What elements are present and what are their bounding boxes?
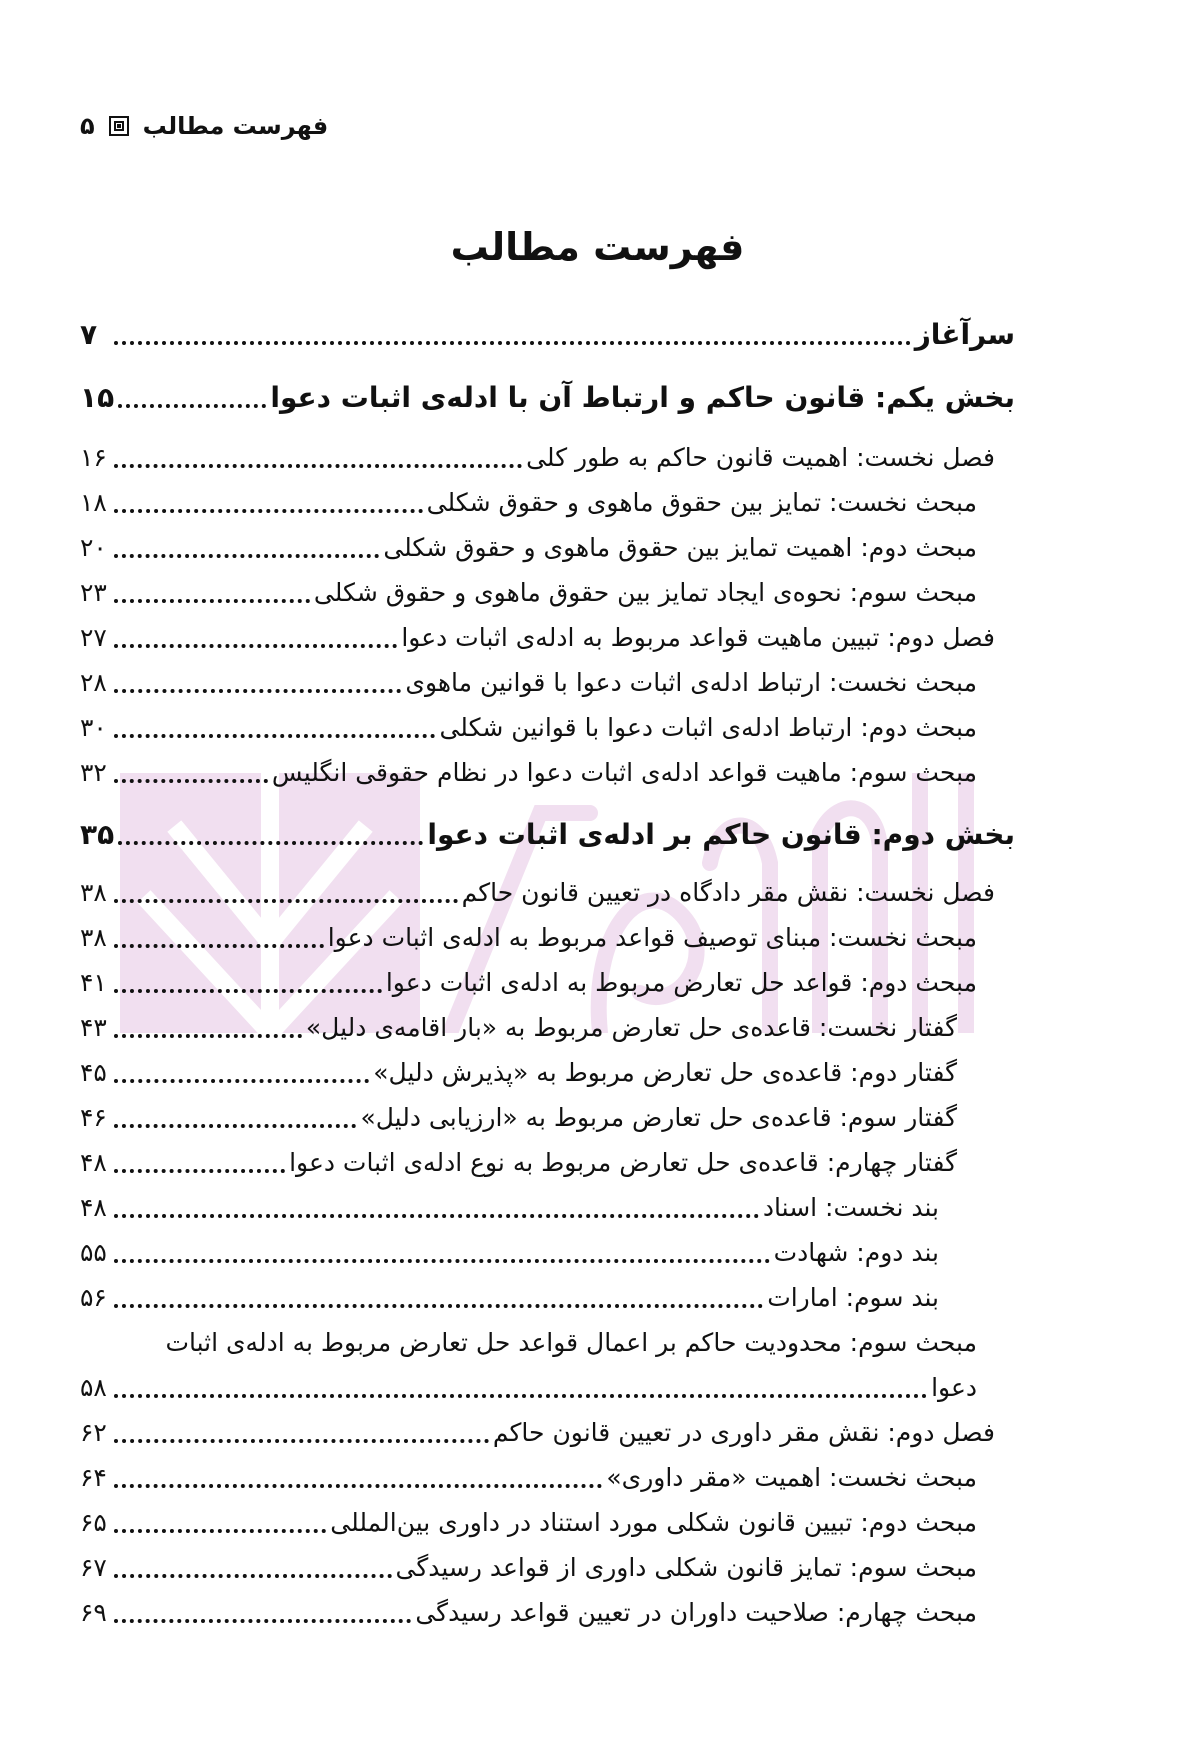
- toc-entry-page: ۶۵: [80, 1508, 107, 1537]
- toc-entry-label: بخش دوم: قانون حاکم بر ادله‌ی اثبات دعوا: [427, 818, 1015, 851]
- toc-entry-label: مبحث نخست: تمایز بین حقوق ماهوی و حقوق شکلی: [426, 488, 977, 517]
- toc-entry-label: گفتار نخست: قاعده‌ی حل تعارض مربوط به «بار اقامه‌ی دلیل»: [305, 1013, 957, 1042]
- toc-entry[interactable]: [80, 1458, 1015, 1498]
- toc-entry[interactable]: [80, 663, 1015, 703]
- toc-entry-page: ۷: [80, 318, 98, 351]
- leader-dots: [114, 1079, 369, 1083]
- toc-entry-label: فصل دوم: نقش مقر داوری در تعیین قانون حاکم: [492, 1418, 995, 1447]
- toc-entry[interactable]: [80, 528, 1015, 568]
- leader-dots: [114, 734, 435, 738]
- toc-entry-label: مبحث سوم: ماهیت قواعد ادله‌ی اثبات دعوا در نظام حقوقی انگلیس: [271, 758, 977, 787]
- leader-dots: [118, 841, 423, 845]
- toc-entry-page: ۳۸: [80, 878, 107, 907]
- toc-entry-page: ۶۷: [80, 1553, 107, 1582]
- toc-entry[interactable]: [80, 753, 1015, 793]
- toc-entry-page: ۴۸: [80, 1148, 107, 1177]
- leader-dots: [114, 1169, 285, 1173]
- toc-entry[interactable]: [80, 1008, 1015, 1048]
- toc-entry[interactable]: [80, 873, 1015, 913]
- toc-part-heading[interactable]: [80, 378, 1015, 418]
- leader-dots: [114, 1439, 489, 1443]
- toc-entry-page: ۶۹: [80, 1598, 107, 1627]
- leader-dots: [114, 1394, 927, 1398]
- toc-entry[interactable]: [80, 573, 1015, 613]
- toc-entry-label: مبحث دوم: تبیین قانون شکلی مورد استناد در داوری بین‌المللی: [330, 1508, 977, 1537]
- toc-entry-page: ۵۵: [80, 1238, 107, 1267]
- running-head: [80, 112, 328, 140]
- toc-entry-label: گفتار چهارم: قاعده‌ی حل تعارض مربوط به نوع ادله‌ی اثبات دعوا: [289, 1148, 957, 1177]
- toc-entry-page: ۳۸: [80, 923, 107, 952]
- nested-square-icon: [109, 116, 129, 136]
- toc-entry-label: بند نخست: اسناد: [762, 1193, 939, 1222]
- toc-entry-label: مبحث سوم: نحوه‌ی ایجاد تمایز بین حقوق ماهوی و حقوق شکلی: [313, 578, 977, 607]
- leader-dots: [114, 899, 458, 903]
- toc-part-heading[interactable]: [80, 315, 1015, 355]
- leader-dots: [114, 1484, 602, 1488]
- leader-dots: [114, 989, 382, 993]
- leader-dots: [114, 464, 522, 468]
- leader-dots: [114, 1619, 411, 1623]
- toc-entry[interactable]: [80, 963, 1015, 1003]
- leader-dots: [114, 1214, 759, 1218]
- leader-dots: [114, 554, 379, 558]
- toc-entry-label: فصل نخست: نقش مقر دادگاه در تعیین قانون حاکم: [461, 878, 995, 907]
- toc-entry-page: ۱۸: [80, 488, 107, 517]
- leader-dots: [114, 644, 397, 648]
- toc-entry-page: ۳۲: [80, 758, 107, 787]
- toc-entry-page: ۲۳: [80, 578, 107, 607]
- toc-entry-label: بند دوم: شهادت: [773, 1238, 939, 1267]
- leader-dots: [114, 1529, 326, 1533]
- toc-entry-page: ۴۱: [80, 968, 107, 997]
- toc-entry-page: ۱۶: [80, 443, 107, 472]
- leader-dots: [114, 944, 324, 948]
- running-head-page-number: ۵: [80, 112, 95, 140]
- toc-entry[interactable]: [80, 1053, 1015, 1093]
- toc-entry[interactable]: [80, 1593, 1015, 1633]
- toc-entry[interactable]: [80, 708, 1015, 748]
- toc-entry[interactable]: [80, 1188, 1015, 1228]
- toc-entry-label: مبحث چهارم: صلاحیت داوران در تعیین قواعد رسیدگی: [415, 1598, 977, 1627]
- toc-entry-page: ۵۸: [80, 1373, 107, 1402]
- toc-entry-label: مبحث دوم: ارتباط ادله‌ی اثبات دعوا با قوانین شکلی: [439, 713, 977, 742]
- leader-dots: [114, 1034, 302, 1038]
- toc-entry[interactable]: [80, 1278, 1015, 1318]
- toc-entry[interactable]: [80, 1413, 1015, 1453]
- toc-entry-page: ۵۶: [80, 1283, 107, 1312]
- toc-entry-page: ۶۴: [80, 1463, 107, 1492]
- toc-entry[interactable]: [80, 483, 1015, 523]
- toc-entry-label: بخش یکم: قانون حاکم و ارتباط آن با ادله‌ی اثبات دعوا: [270, 381, 1015, 414]
- leader-dots: [114, 689, 401, 693]
- toc-entry-label: مبحث دوم: قواعد حل تعارض مربوط به ادله‌ی اثبات دعوا: [385, 968, 977, 997]
- running-head-title: فهرست مطالب: [142, 112, 329, 140]
- toc-entry-label: سرآغاز: [914, 318, 1015, 351]
- toc-entry-label: مبحث نخست: ارتباط ادله‌ی اثبات دعوا با قوانین ماهوی: [405, 668, 977, 697]
- toc-entry-label: بند سوم: امارات: [767, 1283, 939, 1312]
- toc-entry-label: مبحث سوم: تمایز قانون شکلی داوری از قواعد رسیدگی: [395, 1553, 977, 1582]
- toc-entry-page: ۴۳: [80, 1013, 107, 1042]
- leader-dots: [114, 1124, 356, 1128]
- leader-dots: [114, 1259, 770, 1263]
- toc-entry-page: ۴۶: [80, 1103, 107, 1132]
- toc-entry[interactable]: [80, 618, 1015, 658]
- toc-entry-page: ۴۸: [80, 1193, 107, 1222]
- toc-entry-page: ۴۵: [80, 1058, 107, 1087]
- toc-entry-label: گفتار سوم: قاعده‌ی حل تعارض مربوط به «ارزیابی دلیل»: [360, 1103, 957, 1132]
- toc-entry-label: مبحث نخست: اهمیت «مقر داوری»: [606, 1463, 977, 1492]
- toc-entry[interactable]: [80, 1233, 1015, 1273]
- toc-entry-label: گفتار دوم: قاعده‌ی حل تعارض مربوط به «پذیرش دلیل»: [373, 1058, 957, 1087]
- toc-entry-page: ۶۲: [80, 1418, 107, 1447]
- toc-entry-page: ۳۰: [80, 713, 107, 742]
- toc-part-heading[interactable]: [80, 815, 1015, 855]
- toc-entry-label: مبحث دوم: اهمیت تمایز بین حقوق ماهوی و حقوق شکلی: [383, 533, 977, 562]
- toc-entry-line1[interactable]: مبحث سوم: محدودیت حاکم بر اعمال قواعد حل تعارض مربوط به ادله‌ی اثبات: [165, 1328, 977, 1357]
- leader-dots: [114, 599, 310, 603]
- toc-entry-page: ۱۵: [80, 381, 115, 414]
- page-title: فهرست مطالب: [450, 225, 745, 269]
- toc-entry-label: دعوا: [931, 1373, 977, 1402]
- toc-entry-label: فصل دوم: تبیین ماهیت قواعد مربوط به ادله‌ی اثبات دعوا: [401, 623, 995, 652]
- toc-entry-page: ۲۰: [80, 533, 107, 562]
- toc-entry[interactable]: [80, 1548, 1015, 1588]
- toc-entry-label: فصل نخست: اهمیت قانون حاکم به طور کلی: [526, 443, 995, 472]
- toc-entry[interactable]: [80, 1098, 1015, 1138]
- toc-entry-page: ۲۸: [80, 668, 107, 697]
- toc-entry-page: ۲۷: [80, 623, 107, 652]
- toc-entry[interactable]: [80, 1143, 1015, 1183]
- leader-dots: [114, 341, 911, 345]
- leader-dots: [114, 509, 423, 513]
- leader-dots: [114, 1574, 392, 1578]
- toc-entry-label: مبحث نخست: مبنای توصیف قواعد مربوط به ادله‌ی اثبات دعوا: [327, 923, 977, 952]
- leader-dots: [118, 404, 266, 408]
- leader-dots: [114, 779, 268, 783]
- toc-entry-page: ۳۵: [80, 818, 115, 851]
- toc-entry[interactable]: [80, 438, 1015, 478]
- toc-entry[interactable]: [80, 1368, 1015, 1408]
- toc-entry[interactable]: [80, 1503, 1015, 1543]
- toc-entry[interactable]: [80, 918, 1015, 958]
- leader-dots: [114, 1304, 763, 1308]
